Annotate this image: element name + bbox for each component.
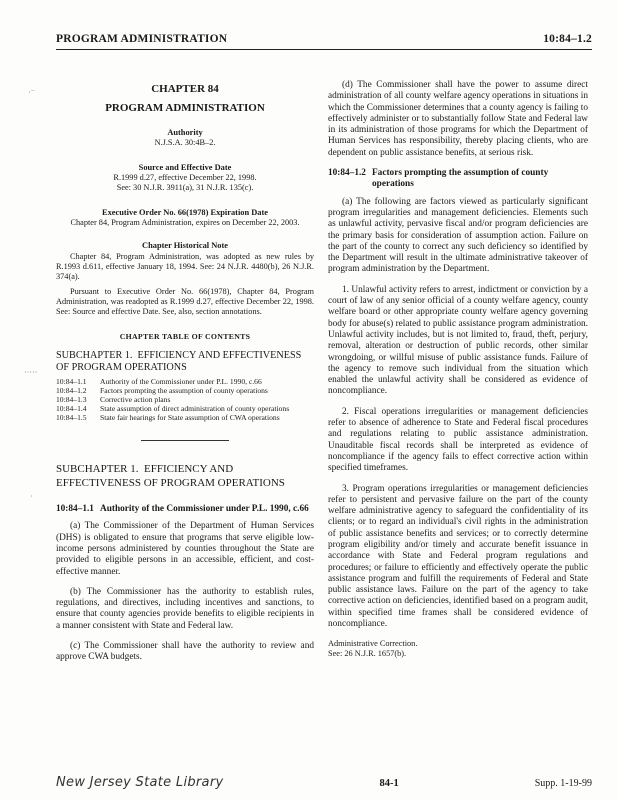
- toc-entry-number: 10:84–1.4: [56, 404, 87, 414]
- toc-entry-title: State fair hearings for State assumption of CWA operations: [100, 413, 280, 423]
- historical-note-2: Pursuant to Executive Order No. 66(1978), Chapter 84, Program Administration, was readopted as R.1999 d.27, effective December 22, 1998. See: Source and effective Date. See, also, section annotations.: [56, 286, 314, 316]
- left-column: [56, 80, 314, 664]
- toc-heading: CHAPTER TABLE OF CONTENTS: [119, 331, 251, 341]
- source-line-2: See: 30 N.J.R. 3911(a), 31 N.J.R. 135(c).: [116, 183, 254, 193]
- supplement-date: Supp. 1-19-99: [534, 778, 592, 789]
- scan-mark: ·⁻: [28, 88, 35, 97]
- right-column: [328, 80, 588, 659]
- section-number: 10:84–1.1: [56, 504, 94, 515]
- toc-entry-number: 10:84–1.5: [56, 413, 87, 423]
- toc-entry-number: 10:84–1.1: [56, 377, 87, 387]
- section-heading: [56, 504, 314, 515]
- paragraph-d: (d) The Commissioner shall have the power to assume direct administration of all county welfare agency operations in situations in which the Commissioner determines that a county agency is failing to effectively administer or to substantially follow State and Federal law in its administration of those programs for which the Department of Human Services has responsibility, thereby placing clients, who are dependent on public assistance benefits, at serious risk.: [328, 80, 588, 158]
- historical-note-heading: Chapter Historical Note: [142, 241, 228, 251]
- section-title: Factors prompting the assumption of county operations: [372, 168, 549, 190]
- authority-heading: Authority: [167, 127, 203, 137]
- item-2: 2. Fiscal operations irregularities or management deficiencies refer to absence of adherence to State and Federal fiscal procedures and regulations relating to public assistance administration. Unauditable fiscal records shall be interpreted as evidence of noncompliance if the agency fails to effect corrective action within specified timeframes.: [328, 406, 588, 474]
- section-heading: [328, 168, 588, 191]
- paragraph-b: (b) The Commissioner has the authority to establish rules, regulations, and directives, including incentives and sanctions, to ensure that county agencies provide benefits to eligible recipients in a manner consistent with State and Federal law.: [56, 586, 314, 631]
- toc-entry-number: 10:84–1.3: [56, 395, 87, 405]
- annotation-line-2: See: 26 N.J.R. 1657(b).: [328, 649, 407, 659]
- library-stamp: New Jersey State Library: [56, 775, 224, 790]
- chapter-title: PROGRAM ADMINISTRATION: [105, 102, 265, 115]
- toc-entry[interactable]: [56, 413, 314, 422]
- source-line-1: R.1999 d.27, effective December 22, 1998.: [113, 173, 257, 183]
- toc-entry-title: Factors prompting the assumption of county operations: [100, 386, 268, 396]
- toc-list: [56, 377, 314, 422]
- toc-entry-title: Corrective action plans: [100, 395, 171, 405]
- header-title: PROGRAM ADMINISTRATION: [56, 33, 228, 45]
- toc-entry[interactable]: [56, 404, 314, 413]
- footer-left: [56, 775, 223, 790]
- section-divider: [141, 440, 229, 441]
- toc-entry-title: Authority of the Commissioner under P.L. 1990, c.66: [100, 377, 262, 387]
- item-1: 1. Unlawful activity refers to arrest, indictment or conviction by a court of law of any senior official of a county welfare agency, county welfare board or other appropriate county welfare agency governing body for abuse(s) related to public assistance program administration. Unlawful activity includes, but is not limited to, fraud, theft, perjury, removal, alteration or destruction of public records, other similar wrongdoing, or willful misuse of public assistance funds. Failure of the agency to remove such individual from the situation which enabled the unlawful activity shall be considered as evidence of noncompliance.: [328, 284, 588, 397]
- item-3: 3. Program operations irregularities or management deficiencies refer to persistent and pervasive failure on the part of the county welfare administrative agency to safeguard the confidentiality of its clients; or to regard an individual's civil rights in the administration of public assistance benefits and services; or to correctly determine program eligibility and/or timely and accurate benefit issuance in accordance with State and Federal program regulations and procedures; or failure to efficiently and effectively operate the public assistance program and fulfill the requirements of Federal and State public assistance laws. Failure on the part of the agency to take corrective action on deficiencies, identified based on a program audit, within specified time frames shall be considered evidence of noncompliance.: [328, 483, 588, 630]
- section-number: 10:84–1.2: [328, 168, 366, 179]
- annotation-line-1: Administrative Correction.: [328, 639, 418, 649]
- scan-mark: ·····: [24, 368, 38, 377]
- source-heading: Source and Effective Date: [138, 162, 232, 172]
- page-number: 84-1: [379, 778, 399, 789]
- authority-text: N.J.S.A. 30:4B–2.: [154, 137, 216, 147]
- paragraph-a: (a) The following are factors viewed as particularly significant program irregularities and management deficiencies. Elements such as unlawful activity, pervasive fiscal and/or program deficiencies are the primary basis for consideration of assumption action. Failure on the part of the county to correct any such deficiency so identified by the Department will result in the ultimate administrative takeover of program administration by the Department.: [328, 196, 588, 275]
- page-footer: [56, 775, 592, 790]
- toc-subchapter: SUBCHAPTER 1. EFFICIENCY AND EFFECTIVENESS OF PROGRAM OPERATIONS: [56, 350, 302, 374]
- executive-order-text: Chapter 84, Program Administration, expires on December 22, 2003.: [70, 218, 300, 228]
- header-rule: [56, 49, 592, 50]
- toc-entry-title: State assumption of direct administration of county operations: [100, 404, 290, 414]
- chapter-number: CHAPTER 84: [151, 83, 219, 95]
- running-header: [56, 33, 592, 45]
- paragraph-a: (a) The Commissioner of the Department of Human Services (DHS) is obligated to ensure that programs that serve eligible low-income persons administered by counties throughout the State are provided to eligible persons in an accessible, efficient, and cost-effective manner.: [56, 521, 314, 577]
- subchapter-heading: SUBCHAPTER 1. EFFICIENCY AND EFFECTIVENESS OF PROGRAM OPERATIONS: [56, 463, 285, 489]
- header-section: 10:84–1.2: [543, 33, 592, 45]
- historical-note-1: Chapter 84, Program Administration, was adopted as new rules by R.1993 d.611, effective January 18, 1994. See: 24 N.J.R. 4480(b), 26 N.J.R. 374(a).: [56, 251, 314, 281]
- paragraph-c: (c) The Commissioner shall have the authority to review and approve CWA budgets.: [56, 641, 314, 663]
- toc-entry[interactable]: [56, 377, 314, 386]
- scan-mark: ·: [30, 492, 33, 501]
- toc-entry-number: 10:84–1.2: [56, 386, 87, 396]
- executive-order-heading: Executive Order No. 66(1978) Expiration Date: [102, 208, 268, 218]
- section-title: Authority of the Commissioner under P.L. 1990, c.66: [100, 504, 309, 515]
- toc-entry[interactable]: [56, 386, 314, 395]
- toc-entry[interactable]: [56, 395, 314, 404]
